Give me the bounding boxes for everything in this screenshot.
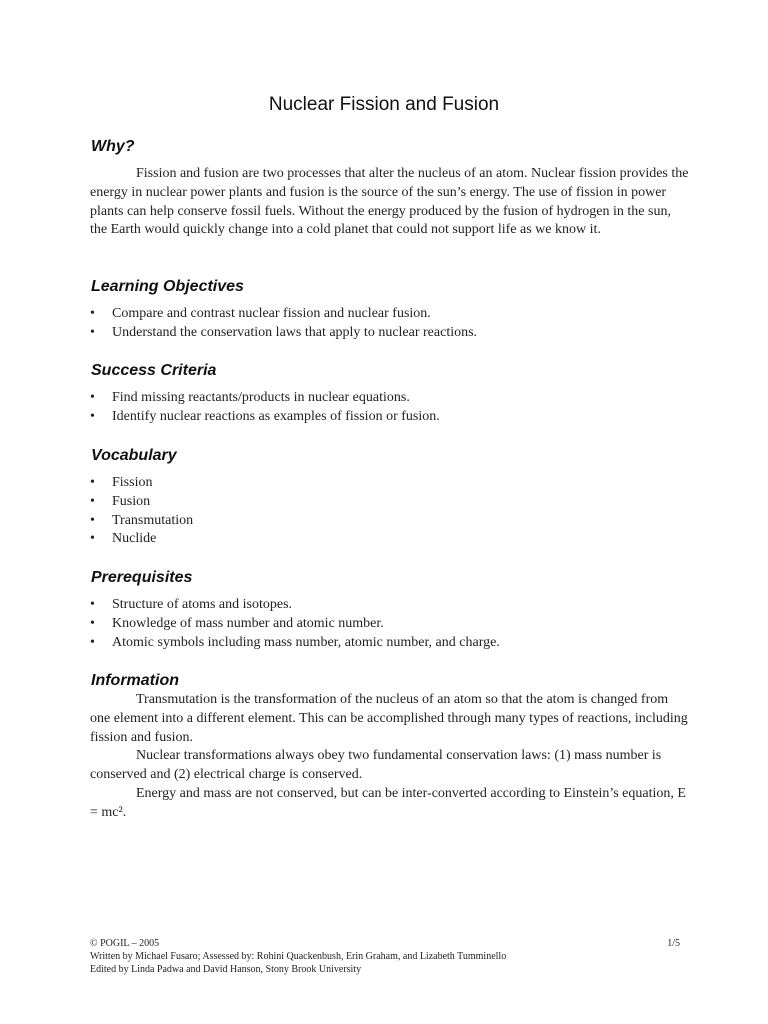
bullet-icon: • — [90, 615, 95, 631]
learning-objectives-heading: Learning Objectives — [91, 278, 244, 295]
information-paragraph: Energy and mass are not conserved, but can be inter-converted according to Einstein’s equation, E = mc². — [90, 785, 686, 820]
prerequisites-list — [90, 596, 690, 652]
list-item: • Fusion — [90, 493, 690, 512]
authors-text: Written by Michael Fusaro; Assessed by: Rohini Quackenbush, Erin Graham, and Lizabeth Tumminello — [90, 951, 507, 962]
success-criteria-heading: Success Criteria — [91, 362, 217, 379]
copyright-text: © POGIL – 2005 — [90, 938, 160, 949]
information-paragraph: Nuclear transformations always obey two fundamental conservation laws: (1) mass number is conserved and (2) electrical charge is conserved. — [90, 748, 662, 783]
bullet-icon: • — [90, 306, 95, 321]
list-item: • Knowledge of mass number and atomic number. — [90, 615, 690, 634]
list-item: • Fission — [90, 474, 690, 493]
prerequisites-heading: Prerequisites — [91, 569, 193, 586]
why-paragraph: Fission and fusion are two processes that alter the nucleus of an atom. Nuclear fission provides the energy in nuclear power plants and fusion is the source of the sun’s energy. The use of fission in power plants can help conserve fossil fuels. Without the energy produced by the fusion of hydrogen in the sun, the Earth would quickly change into a cold planet that could not support life as we know it. — [90, 166, 689, 238]
bullet-icon: • — [90, 531, 95, 547]
bullet-icon: • — [90, 493, 95, 509]
why-heading: Why? — [91, 138, 135, 155]
page-footer — [90, 937, 680, 976]
list-item: • Transmutation — [90, 512, 690, 531]
list-item: • Atomic symbols including mass number, atomic number, and charge. — [90, 634, 690, 653]
vocabulary-list — [90, 474, 690, 549]
bullet-icon: • — [90, 324, 95, 340]
bullet-icon: • — [90, 512, 95, 528]
list-item: • Identify nuclear reactions as examples of fission or fusion. — [90, 408, 690, 427]
bullet-icon: • — [90, 390, 95, 405]
why-section — [90, 165, 690, 240]
page-number: 1/5 — [667, 938, 680, 949]
success-criteria-list — [90, 389, 690, 427]
list-item: • Structure of atoms and isotopes. — [90, 596, 690, 615]
information-heading: Information — [91, 672, 179, 689]
bullet-icon: • — [90, 597, 95, 612]
vocabulary-heading: Vocabulary — [91, 447, 177, 464]
bullet-icon: • — [90, 408, 95, 424]
information-section — [90, 691, 690, 823]
editors-text: Edited by Linda Padwa and David Hanson, Stony Brook University — [90, 964, 362, 975]
bullet-icon: • — [90, 475, 95, 490]
list-item: • Understand the conservation laws that apply to nuclear reactions. — [90, 324, 690, 343]
learning-objectives-list — [90, 305, 690, 343]
list-item: • Compare and contrast nuclear fission and nuclear fusion. — [90, 305, 690, 324]
information-paragraph: Transmutation is the transformation of the nucleus of an atom so that the atom is changed from one element into a different element. This can be accomplished through many types of reactions, including fission and fusion. — [90, 692, 688, 745]
bullet-icon: • — [90, 634, 95, 650]
list-item: • Nuclide — [90, 530, 690, 549]
page-title: Nuclear Fission and Fusion — [268, 94, 500, 115]
list-item: • Find missing reactants/products in nuclear equations. — [90, 389, 690, 408]
